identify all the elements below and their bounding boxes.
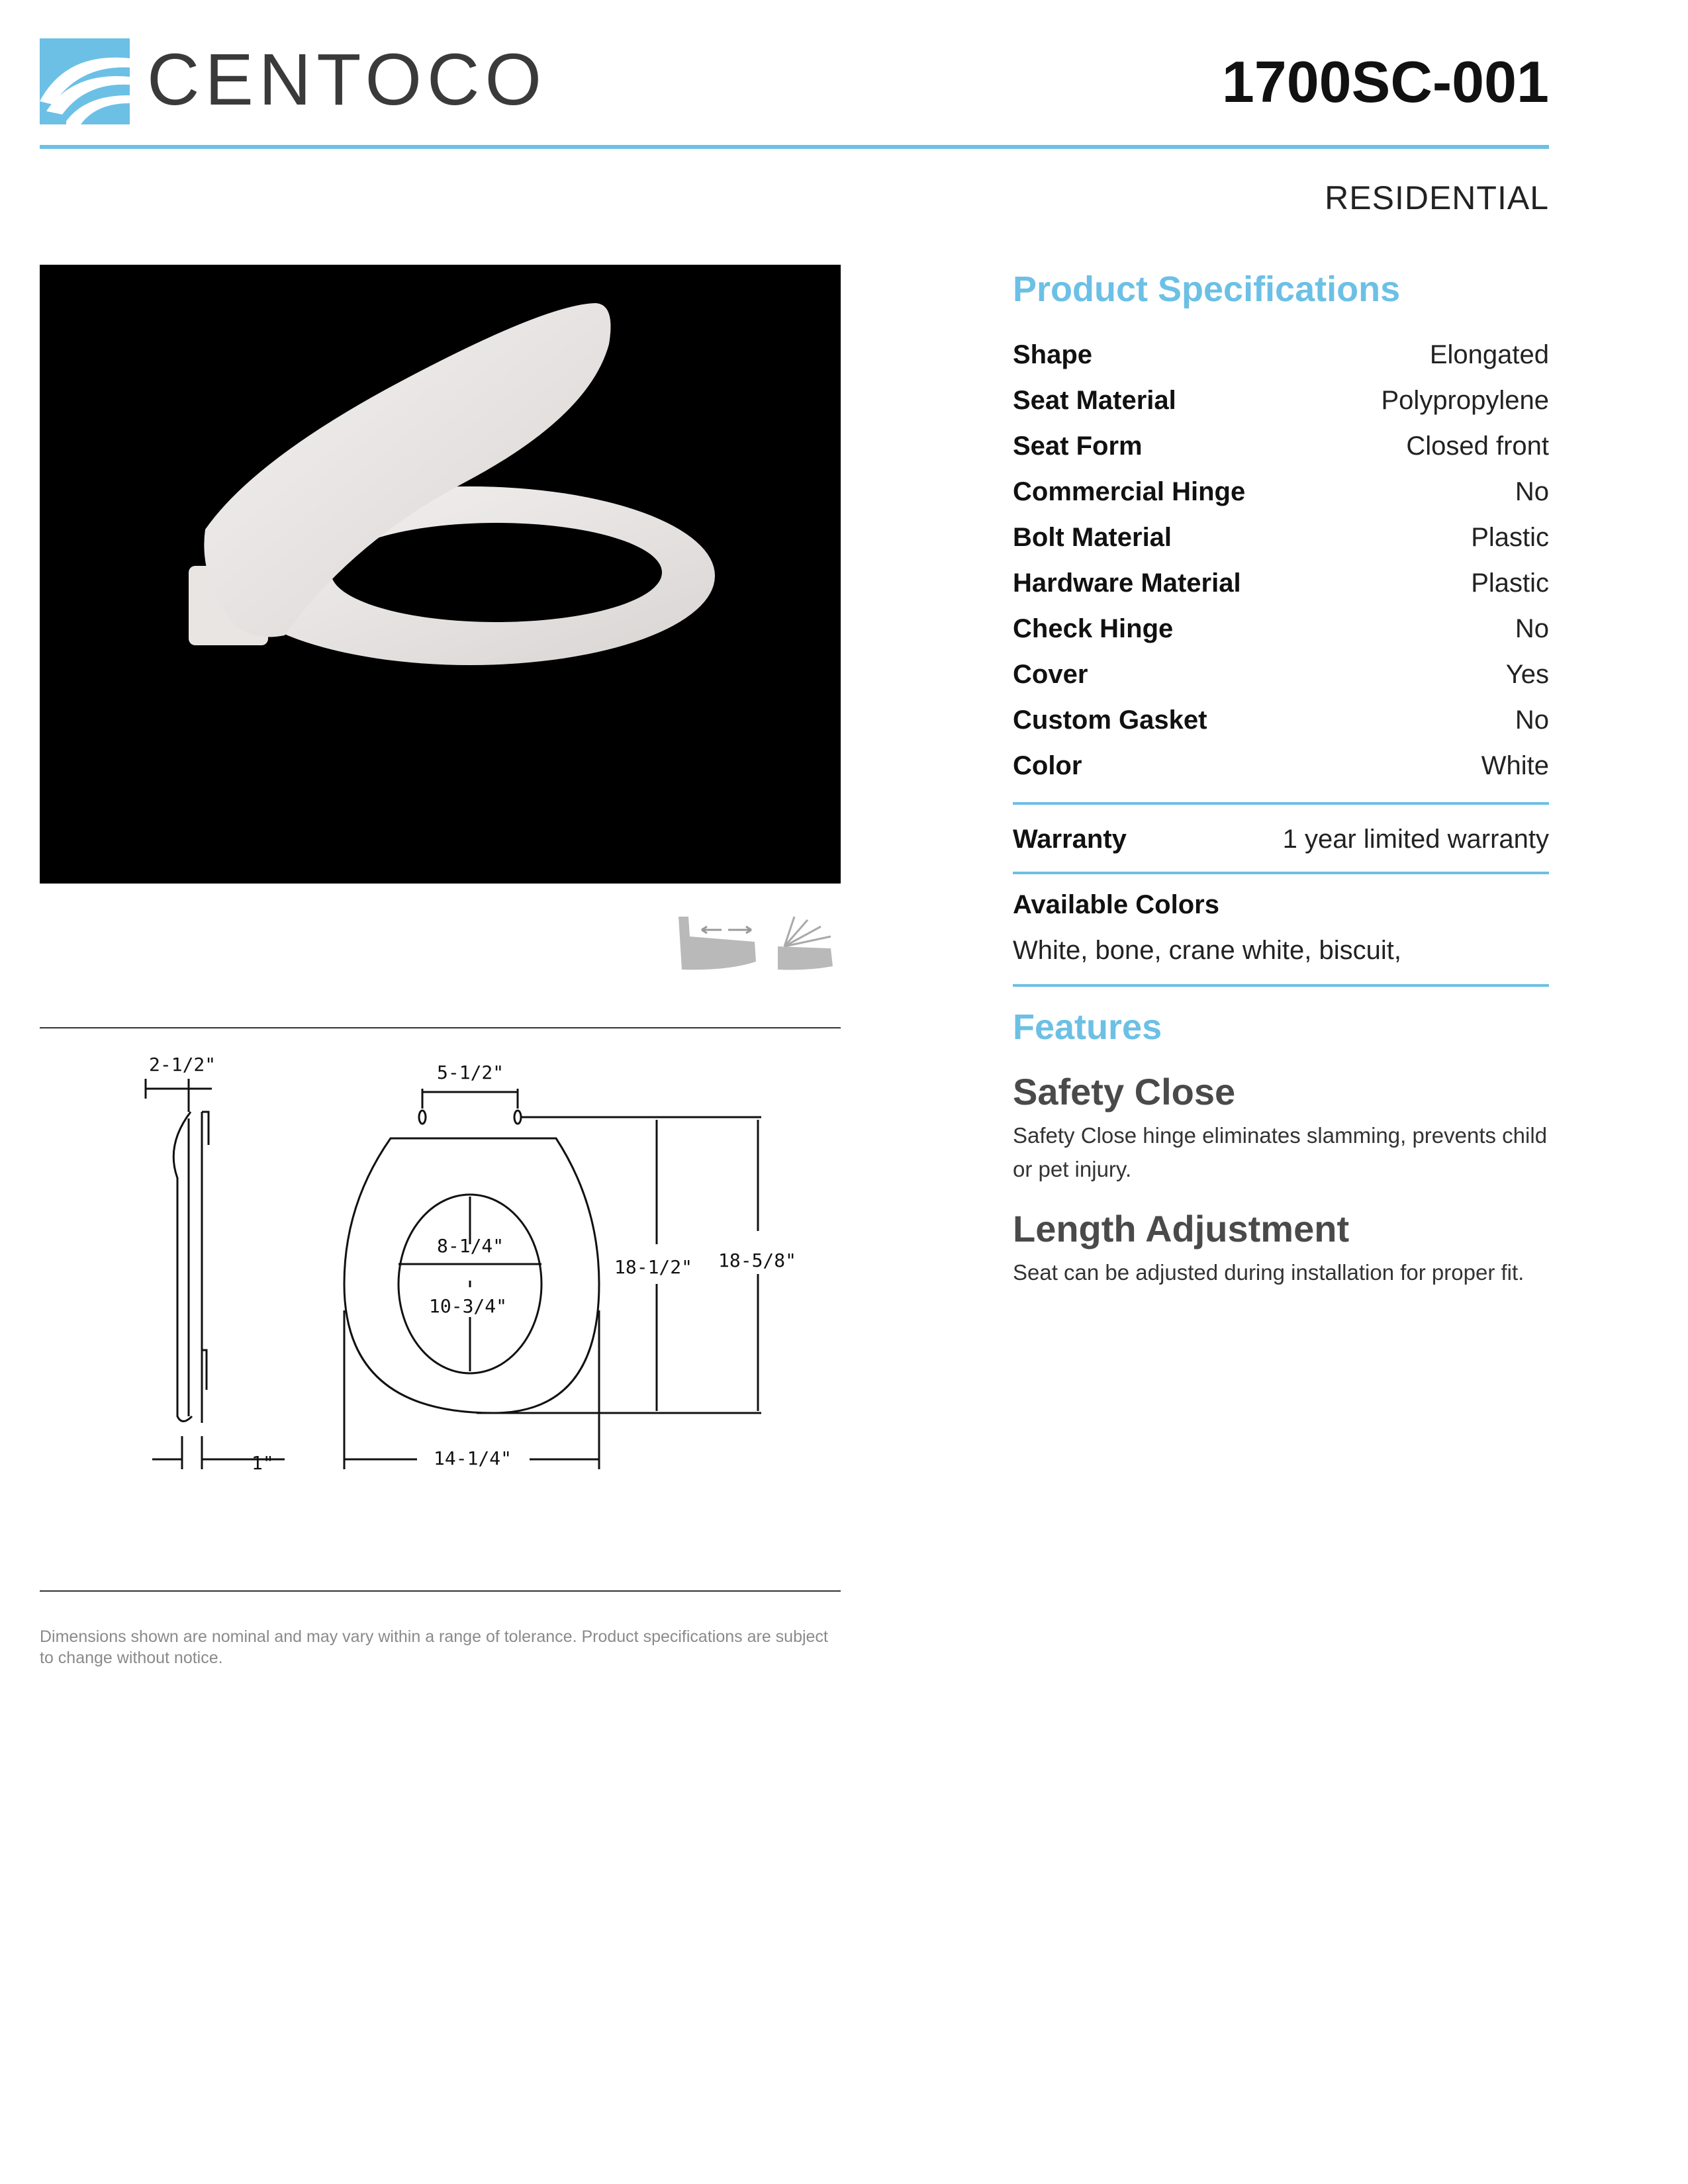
spec-row	[1013, 332, 1549, 378]
drawing-divider-bottom	[40, 1590, 841, 1592]
features-title: Features	[1013, 1007, 1162, 1047]
spec-value: White	[1481, 751, 1549, 780]
spec-divider	[1013, 802, 1549, 805]
feature-title: Safety Close	[1013, 1071, 1236, 1113]
dim-hinge-spacing: 5-1/2"	[437, 1062, 504, 1083]
spec-title: Product Specifications	[1013, 269, 1401, 309]
spec-column	[1013, 265, 1549, 1313]
spec-value: No	[1515, 477, 1549, 506]
feature-body: Seat can be adjusted during installation for proper fit.	[1013, 1259, 1524, 1285]
spec-value: No	[1515, 705, 1549, 735]
spec-table	[1013, 332, 1549, 789]
spec-value: Polypropylene	[1381, 386, 1549, 415]
dim-overall-length: 18-5/8"	[718, 1250, 797, 1271]
dim-side-width: 2-1/2"	[149, 1054, 216, 1075]
spec-row	[1013, 378, 1549, 424]
spec-row	[1013, 561, 1549, 606]
warranty-row	[1013, 817, 1549, 862]
feature-title: Length Adjustment	[1013, 1207, 1350, 1250]
category-label: RESIDENTIAL	[1325, 179, 1549, 216]
disclaimer-text: Dimensions shown are nominal and may vary within a range of tolerance. Product specifications are subject to change without notice.	[40, 1627, 828, 1667]
dim-seat-length: 18-1/2"	[614, 1256, 693, 1278]
spec-value: Elongated	[1429, 340, 1549, 369]
dim-opening-width: 8-1/4"	[437, 1235, 504, 1257]
safety-close-icon	[774, 910, 837, 973]
dim-opening-length: 10-3/4"	[429, 1295, 508, 1317]
spec-row	[1013, 469, 1549, 515]
spec-value: Plastic	[1471, 569, 1549, 598]
spec-row	[1013, 424, 1549, 469]
available-colors-value: White, bone, crane white, biscuit,	[1013, 936, 1401, 965]
dimension-drawing	[106, 1046, 827, 1489]
spec-label: Hardware Material	[1013, 569, 1241, 598]
colors-divider	[1013, 984, 1549, 987]
spec-label: Seat Material	[1013, 386, 1176, 415]
spec-row	[1013, 652, 1549, 698]
warranty-label: Warranty	[1013, 825, 1127, 854]
brand-logo-icon	[40, 38, 130, 124]
length-adjustment-icon	[675, 910, 761, 973]
spec-label: Bolt Material	[1013, 523, 1172, 552]
spec-row	[1013, 698, 1549, 743]
spec-value: Plastic	[1471, 523, 1549, 552]
model-number: 1700SC-001	[1221, 49, 1549, 114]
spec-value: Yes	[1505, 660, 1549, 689]
dim-side-depth: 1"	[252, 1452, 274, 1474]
brand-name: CENTOCO	[147, 39, 547, 120]
feature-item	[1013, 1207, 1549, 1289]
spec-label: Seat Form	[1013, 432, 1143, 461]
product-photo	[40, 265, 841, 884]
spec-row	[1013, 515, 1549, 561]
spec-label: Check Hinge	[1013, 614, 1174, 643]
header-divider	[40, 145, 1549, 149]
dim-seat-width: 14-1/4"	[434, 1447, 512, 1469]
available-colors-label: Available Colors	[1013, 890, 1219, 919]
spec-row	[1013, 606, 1549, 652]
spec-label: Shape	[1013, 340, 1093, 369]
feature-body: Safety Close hinge eliminates slamming, prevents child or pet injury.	[1013, 1122, 1548, 1181]
spec-value: No	[1515, 614, 1549, 643]
spec-label: Color	[1013, 751, 1082, 780]
spec-label: Cover	[1013, 660, 1088, 689]
spec-label: Custom Gasket	[1013, 705, 1207, 735]
spec-row	[1013, 743, 1549, 789]
available-colors	[1013, 874, 1549, 984]
warranty-value: 1 year limited warranty	[1282, 825, 1549, 854]
spec-label: Commercial Hinge	[1013, 477, 1246, 506]
drawing-divider-top	[40, 1027, 841, 1028]
spec-value: Closed front	[1406, 432, 1549, 461]
feature-item	[1013, 1073, 1549, 1186]
